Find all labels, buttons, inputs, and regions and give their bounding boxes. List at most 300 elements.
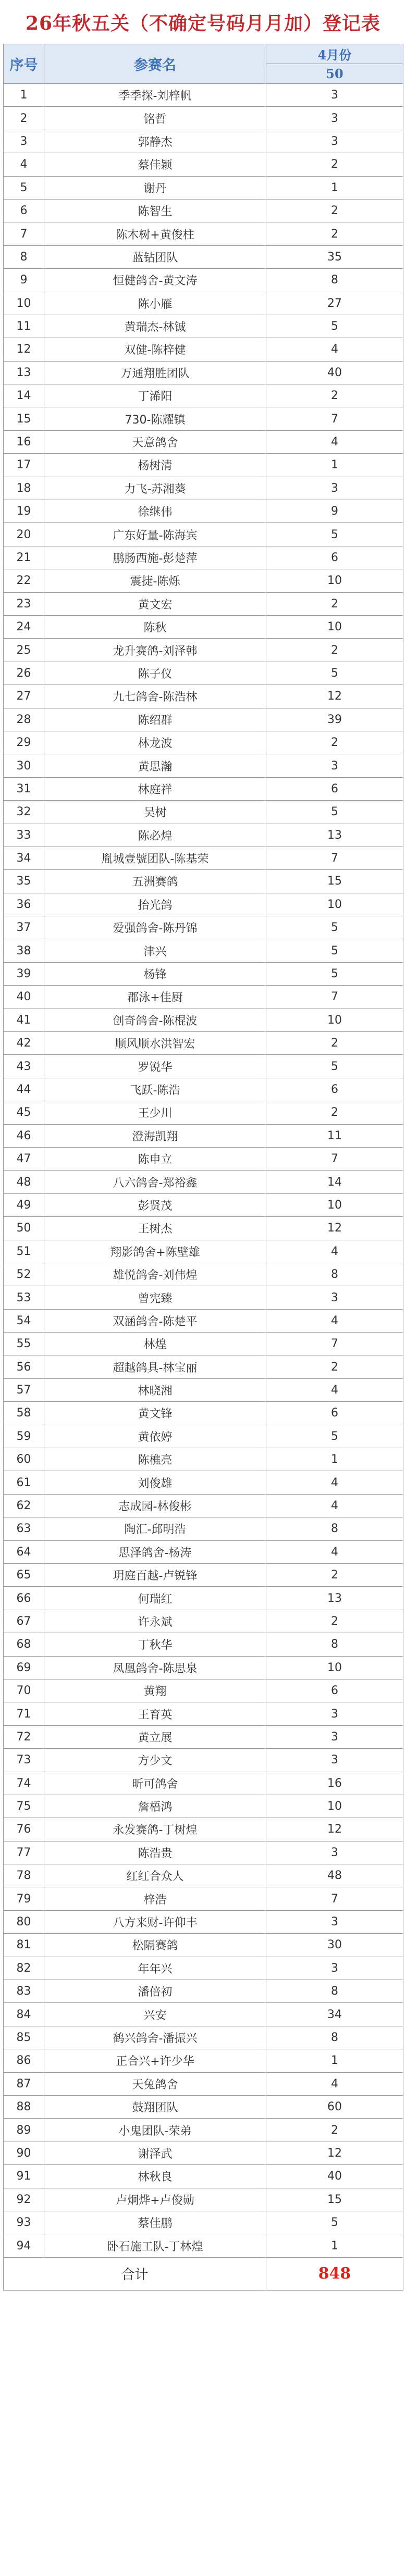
table-row [4, 1725, 403, 1748]
row-value: 5 [266, 662, 403, 685]
row-value: 4 [266, 1309, 403, 1332]
row-name: 梓浩 [44, 1887, 266, 1910]
row-index: 71 [4, 1702, 44, 1725]
table-row [4, 2003, 403, 2026]
row-value: 10 [266, 893, 403, 916]
row-name: 澄海凯翔 [44, 1124, 266, 1147]
row-name: 陈子仪 [44, 662, 266, 685]
row-index: 43 [4, 1055, 44, 1078]
row-value: 5 [266, 315, 403, 338]
row-value: 6 [266, 1078, 403, 1101]
name-column-header: 参赛名 [44, 44, 266, 84]
row-name: 蔡佳鹏 [44, 2211, 266, 2234]
row-index: 38 [4, 939, 44, 962]
row-index: 84 [4, 2003, 44, 2026]
row-value: 4 [266, 338, 403, 361]
row-index: 4 [4, 153, 44, 176]
row-name: 郭静杰 [44, 130, 266, 153]
row-name: 黄文宏 [44, 592, 266, 615]
table-row [4, 1656, 403, 1679]
row-value: 3 [266, 1957, 403, 1980]
table-row [4, 523, 403, 546]
row-index: 53 [4, 1286, 44, 1309]
row-name: 震捷-陈烁 [44, 569, 266, 592]
month-column-header: 4月份 [266, 44, 403, 64]
row-value: 3 [266, 754, 403, 777]
row-name: 陈智生 [44, 199, 266, 222]
row-name: 津兴 [44, 939, 266, 962]
row-name: 季季探-刘梓帆 [44, 84, 266, 107]
table-row [4, 407, 403, 430]
row-value: 8 [266, 1980, 403, 2003]
table-row [4, 500, 403, 523]
row-index: 6 [4, 199, 44, 222]
table-row [4, 1679, 403, 1702]
row-name: 黄立展 [44, 1725, 266, 1748]
table-row [4, 685, 403, 708]
row-name: 王育英 [44, 1702, 266, 1725]
table-row [4, 2049, 403, 2072]
row-name: 吴树 [44, 801, 266, 824]
table-row [4, 107, 403, 130]
row-name: 广东好量-陈海宾 [44, 523, 266, 546]
row-value: 3 [266, 1286, 403, 1309]
table-row [4, 1633, 403, 1656]
row-value: 8 [266, 1263, 403, 1286]
row-name: 黄文锋 [44, 1402, 266, 1425]
row-index: 52 [4, 1263, 44, 1286]
row-index: 63 [4, 1517, 44, 1540]
row-value: 2 [266, 153, 403, 176]
row-value: 11 [266, 1124, 403, 1147]
row-value: 7 [266, 1887, 403, 1910]
row-value: 8 [266, 1633, 403, 1656]
row-name: 徐继伟 [44, 500, 266, 523]
row-name: 松隔赛鸽 [44, 1934, 266, 1957]
row-value: 2 [266, 1355, 403, 1378]
row-value: 10 [266, 1193, 403, 1216]
row-name: 双涵鸽舍-陈楚平 [44, 1309, 266, 1332]
registration-sheet [3, 3, 403, 2291]
table-row [4, 1818, 403, 1841]
table-row [4, 1193, 403, 1216]
table-row [4, 153, 403, 176]
row-index: 16 [4, 430, 44, 453]
row-index: 89 [4, 2119, 44, 2142]
row-index: 33 [4, 824, 44, 847]
table-row [4, 2234, 403, 2257]
row-name: 陈申立 [44, 1147, 266, 1170]
row-value: 7 [266, 1333, 403, 1355]
table-row [4, 1333, 403, 1355]
table-header [4, 44, 403, 84]
table-row [4, 754, 403, 777]
table-row [4, 1240, 403, 1263]
row-name: 正合兴+许少华 [44, 2049, 266, 2072]
row-name: 铭哲 [44, 107, 266, 130]
row-value: 30 [266, 1934, 403, 1957]
row-index: 55 [4, 1333, 44, 1355]
row-index: 51 [4, 1240, 44, 1263]
table-row [4, 384, 403, 407]
row-name: 王树杰 [44, 1217, 266, 1240]
row-name: 卧石施工队-丁林煌 [44, 2234, 266, 2257]
row-value: 4 [266, 1494, 403, 1517]
row-index: 86 [4, 2049, 44, 2072]
row-value: 34 [266, 2003, 403, 2026]
row-index: 32 [4, 801, 44, 824]
row-value: 5 [266, 2211, 403, 2234]
row-index: 83 [4, 1980, 44, 2003]
table-row [4, 2072, 403, 2095]
table-row [4, 1864, 403, 1887]
table-row [4, 1448, 403, 1471]
row-index: 28 [4, 708, 44, 731]
table-row [4, 130, 403, 153]
row-value: 48 [266, 1864, 403, 1887]
row-value: 2 [266, 222, 403, 245]
row-value: 1 [266, 2049, 403, 2072]
row-value: 7 [266, 847, 403, 869]
row-value: 5 [266, 801, 403, 824]
row-value: 3 [266, 130, 403, 153]
index-column-header: 序号 [4, 44, 44, 84]
row-index: 24 [4, 615, 44, 638]
row-name: 飞跃-陈浩 [44, 1078, 266, 1101]
row-index: 62 [4, 1494, 44, 1517]
table-row [4, 708, 403, 731]
row-index: 30 [4, 754, 44, 777]
row-index: 90 [4, 2142, 44, 2164]
table-row [4, 2095, 403, 2118]
table-row [4, 430, 403, 453]
row-value: 7 [266, 1147, 403, 1170]
table-row [4, 1402, 403, 1425]
row-value: 6 [266, 1679, 403, 1702]
table-row [4, 2165, 403, 2188]
table-row [4, 1309, 403, 1332]
table-row [4, 1471, 403, 1494]
row-value: 12 [266, 1818, 403, 1841]
row-value: 5 [266, 523, 403, 546]
row-index: 23 [4, 592, 44, 615]
row-name: 恒健鸽舍-黄文涛 [44, 269, 266, 292]
row-name: 翔影鸽舍+陈壁雄 [44, 1240, 266, 1263]
row-name: 卢炯烨+卢俊勋 [44, 2188, 266, 2211]
row-name: 何瑞红 [44, 1587, 266, 1610]
row-index: 34 [4, 847, 44, 869]
table-row [4, 2026, 403, 2049]
table-row [4, 1263, 403, 1286]
table-row [4, 1009, 403, 1031]
row-name: 林龙波 [44, 731, 266, 754]
row-value: 4 [266, 1378, 403, 1401]
table-row [4, 2119, 403, 2142]
row-name: 林晓湘 [44, 1378, 266, 1401]
table-row [4, 569, 403, 592]
row-name: 年年兴 [44, 1957, 266, 1980]
row-name: 詹梧鸿 [44, 1795, 266, 1818]
row-name: 丁浠阳 [44, 384, 266, 407]
row-index: 64 [4, 1540, 44, 1563]
row-name: 许永斌 [44, 1610, 266, 1633]
row-value: 7 [266, 407, 403, 430]
row-index: 41 [4, 1009, 44, 1031]
row-name: 陶汇-邱明浩 [44, 1517, 266, 1540]
table-row [4, 199, 403, 222]
row-value: 14 [266, 1171, 403, 1193]
table-row [4, 222, 403, 245]
row-index: 37 [4, 916, 44, 939]
row-index: 69 [4, 1656, 44, 1679]
row-index: 22 [4, 569, 44, 592]
table-row [4, 1217, 403, 1240]
row-name: 昕可鸽舍 [44, 1772, 266, 1795]
table-row [4, 1517, 403, 1540]
row-index: 19 [4, 500, 44, 523]
row-index: 7 [4, 222, 44, 245]
row-value: 1 [266, 176, 403, 199]
row-value: 2 [266, 1564, 403, 1587]
table-row [4, 1171, 403, 1193]
row-index: 13 [4, 361, 44, 384]
row-index: 59 [4, 1425, 44, 1448]
row-value: 3 [266, 1702, 403, 1725]
table-row [4, 1147, 403, 1170]
table-row [4, 916, 403, 939]
table-row [4, 986, 403, 1009]
table-row [4, 454, 403, 477]
registration-table [3, 44, 403, 2291]
row-name: 罗锐华 [44, 1055, 266, 1078]
month-count-header: 50 [266, 64, 403, 84]
table-row [4, 1078, 403, 1101]
row-name: 杨锋 [44, 962, 266, 985]
row-value: 8 [266, 2026, 403, 2049]
row-name: 蔡佳颖 [44, 153, 266, 176]
total-row [4, 2257, 403, 2290]
row-index: 75 [4, 1795, 44, 1818]
row-index: 42 [4, 1032, 44, 1055]
row-value: 4 [266, 1471, 403, 1494]
table-row [4, 2211, 403, 2234]
row-index: 18 [4, 477, 44, 500]
row-name: 黄依婷 [44, 1425, 266, 1448]
row-index: 82 [4, 1957, 44, 1980]
table-row [4, 777, 403, 800]
row-value: 3 [266, 1841, 403, 1864]
table-row [4, 1355, 403, 1378]
row-value: 10 [266, 1656, 403, 1679]
row-value: 40 [266, 2165, 403, 2188]
row-name: 陈木树+黄俊柱 [44, 222, 266, 245]
table-row [4, 731, 403, 754]
total-value: 848 [266, 2257, 403, 2290]
table-row [4, 962, 403, 985]
row-name: 龙升赛鸽-刘泽韩 [44, 639, 266, 662]
row-index: 21 [4, 546, 44, 569]
row-index: 11 [4, 315, 44, 338]
row-name: 陈樵亮 [44, 1448, 266, 1471]
row-index: 61 [4, 1471, 44, 1494]
row-value: 4 [266, 2072, 403, 2095]
table-row [4, 1980, 403, 2003]
table-row [4, 1540, 403, 1563]
row-index: 31 [4, 777, 44, 800]
row-index: 27 [4, 685, 44, 708]
row-value: 16 [266, 1772, 403, 1795]
row-value: 60 [266, 2095, 403, 2118]
row-name: 顺风顺水洪智宏 [44, 1032, 266, 1055]
row-name: 郡泳+佳厨 [44, 986, 266, 1009]
row-name: 抬光鸽 [44, 893, 266, 916]
table-row [4, 245, 403, 268]
row-name: 天兔鸽舍 [44, 2072, 266, 2095]
row-index: 73 [4, 1749, 44, 1772]
row-value: 2 [266, 1032, 403, 1055]
row-name: 黄翔 [44, 1679, 266, 1702]
row-value: 40 [266, 361, 403, 384]
row-index: 88 [4, 2095, 44, 2118]
row-index: 70 [4, 1679, 44, 1702]
row-name: 红红合众人 [44, 1864, 266, 1887]
table-row [4, 1101, 403, 1124]
row-index: 3 [4, 130, 44, 153]
table-row [4, 1425, 403, 1448]
table-row [4, 1749, 403, 1772]
table-row [4, 269, 403, 292]
row-index: 92 [4, 2188, 44, 2211]
row-name: 超越鸽具-林宝丽 [44, 1355, 266, 1378]
row-name: 八六鸽舍-郑裕鑫 [44, 1171, 266, 1193]
row-name: 陈小雁 [44, 292, 266, 315]
table-body [4, 84, 403, 2258]
row-index: 79 [4, 1887, 44, 1910]
row-index: 66 [4, 1587, 44, 1610]
row-value: 2 [266, 2119, 403, 2142]
row-value: 15 [266, 870, 403, 893]
row-value: 2 [266, 1101, 403, 1124]
row-name: 九七鸽舍-陈浩林 [44, 685, 266, 708]
table-row [4, 1055, 403, 1078]
row-value: 3 [266, 1910, 403, 1933]
row-name: 林庭祥 [44, 777, 266, 800]
row-index: 2 [4, 107, 44, 130]
row-index: 40 [4, 986, 44, 1009]
table-row [4, 1887, 403, 1910]
row-value: 5 [266, 1055, 403, 1078]
row-value: 2 [266, 1610, 403, 1633]
table-row [4, 2142, 403, 2164]
row-name: 刘俊雄 [44, 1471, 266, 1494]
row-name: 力飞-苏湘葵 [44, 477, 266, 500]
row-index: 94 [4, 2234, 44, 2257]
row-name: 小鬼团队-荣弟 [44, 2119, 266, 2142]
row-index: 81 [4, 1934, 44, 1957]
table-row [4, 338, 403, 361]
row-name: 凤凰鸽舍-陈思泉 [44, 1656, 266, 1679]
row-value: 15 [266, 2188, 403, 2211]
row-value: 9 [266, 500, 403, 523]
row-name: 创奇鸽舍-陈棍波 [44, 1009, 266, 1031]
row-name: 730-陈耀镇 [44, 407, 266, 430]
row-value: 5 [266, 939, 403, 962]
row-value: 2 [266, 384, 403, 407]
row-index: 72 [4, 1725, 44, 1748]
row-index: 65 [4, 1564, 44, 1587]
row-name: 五洲赛鸽 [44, 870, 266, 893]
row-name: 鹤兴鸽舍-潘振兴 [44, 2026, 266, 2049]
table-row [4, 1610, 403, 1633]
row-value: 3 [266, 477, 403, 500]
row-name: 林秋良 [44, 2165, 266, 2188]
row-value: 10 [266, 569, 403, 592]
row-index: 1 [4, 84, 44, 107]
row-value: 4 [266, 1240, 403, 1263]
row-value: 3 [266, 1725, 403, 1748]
row-index: 17 [4, 454, 44, 477]
table-row [4, 801, 403, 824]
row-index: 50 [4, 1217, 44, 1240]
row-name: 万通翔胜团队 [44, 361, 266, 384]
row-value: 4 [266, 1540, 403, 1563]
row-name: 陈秋 [44, 615, 266, 638]
table-row [4, 615, 403, 638]
row-value: 7 [266, 986, 403, 1009]
row-index: 44 [4, 1078, 44, 1101]
row-value: 8 [266, 269, 403, 292]
row-index: 54 [4, 1309, 44, 1332]
row-value: 6 [266, 1402, 403, 1425]
table-row [4, 1772, 403, 1795]
row-index: 56 [4, 1355, 44, 1378]
row-name: 爱强鸽舍-陈丹锦 [44, 916, 266, 939]
row-value: 12 [266, 685, 403, 708]
row-name: 彭贤茂 [44, 1193, 266, 1216]
row-name: 八方来财-许仰丰 [44, 1910, 266, 1933]
table-row [4, 870, 403, 893]
row-value: 1 [266, 2234, 403, 2257]
row-index: 78 [4, 1864, 44, 1887]
row-index: 68 [4, 1633, 44, 1656]
row-index: 10 [4, 292, 44, 315]
row-value: 1 [266, 454, 403, 477]
row-name: 曾宪臻 [44, 1286, 266, 1309]
row-value: 4 [266, 430, 403, 453]
row-index: 80 [4, 1910, 44, 1933]
table-row [4, 1934, 403, 1957]
row-index: 57 [4, 1378, 44, 1401]
table-row [4, 1124, 403, 1147]
row-value: 5 [266, 1425, 403, 1448]
row-index: 49 [4, 1193, 44, 1216]
table-row [4, 1795, 403, 1818]
row-value: 12 [266, 2142, 403, 2164]
table-row [4, 1378, 403, 1401]
table-row [4, 477, 403, 500]
row-index: 45 [4, 1101, 44, 1124]
row-value: 13 [266, 824, 403, 847]
sheet-title: 26年秋五关（不确定号码月月加）登记表 [25, 13, 381, 34]
row-name: 谢泽武 [44, 2142, 266, 2164]
row-value: 35 [266, 245, 403, 268]
row-name: 雄悦鸽舍-刘伟煌 [44, 1263, 266, 1286]
row-index: 8 [4, 245, 44, 268]
table-row [4, 361, 403, 384]
row-index: 26 [4, 662, 44, 685]
row-index: 58 [4, 1402, 44, 1425]
row-name: 陈浩贵 [44, 1841, 266, 1864]
